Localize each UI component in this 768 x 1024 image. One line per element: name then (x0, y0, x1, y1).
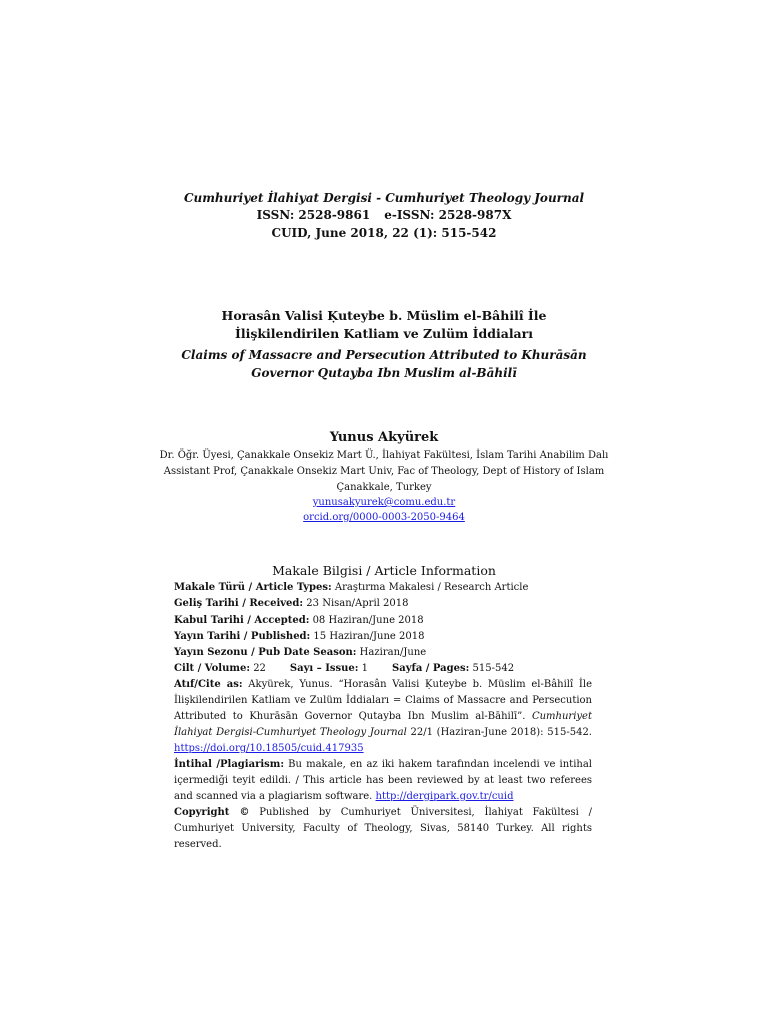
accepted-value: 08 Haziran/June 2018 (309, 615, 424, 626)
published-label: Yayın Tarihi / Published: (174, 631, 311, 642)
issue-value: 1 (358, 663, 369, 674)
journal-cuid: CUID, June 2018, 22 (1): 515-542 (271, 226, 497, 240)
article-title-en: Claims of Massacre and Persecution Attributed to Khurāsān Governor Qutayba Ibn Muslim al-Bāhilī (181, 348, 587, 380)
cite-doi-link[interactable]: https://doi.org/10.18505/cuid.417935 (174, 743, 364, 754)
season-value: Haziran/June (356, 647, 427, 658)
cite-label: Atıf/Cite as: (174, 679, 243, 690)
published-value: 15 Haziran/June 2018 (310, 631, 425, 642)
published-row (174, 629, 592, 645)
received-label: Geliş Tarihi / Received: (174, 598, 304, 609)
pages-label: Sayfa / Pages: (392, 663, 470, 674)
plagiarism-label: İntihal /Plagiarism: (174, 759, 285, 770)
author-affiliation-tr: Dr. Öğr. Üyesi, Çanakkale Onsekiz Mart Ü., İlahiyat Fakültesi, İslam Tarihi Anabilim Dalı (159, 450, 609, 461)
plagiarism-text: Bu makale, en az iki hakem tarafından incelendi ve intihal içermediği teyit edildi. / This article has been reviewed by at least two referees and scanned via a plagiarism software. (174, 759, 592, 802)
season-row (174, 645, 592, 661)
cite-journal: Cumhuriyet İlahiyat Dergisi-Cumhuriyet Theology Journal (174, 711, 592, 738)
received-value: 23 Nisan/April 2018 (303, 598, 409, 609)
issue-label: Sayı – Issue: (289, 663, 359, 674)
issn: ISSN: 2528-9861 (256, 208, 371, 222)
eissn: e-ISSN: 2528-987X (384, 208, 512, 222)
volume-label: Cilt / Volume: (174, 663, 251, 674)
volume-issue-pages-row (174, 661, 592, 677)
article-info-heading: Makale Bilgisi / Article Information (272, 563, 496, 578)
season-label: Yayın Sezonu / Pub Date Season: (174, 647, 357, 658)
copyright-text: Published by Cumhuriyet Üniversitesi, İlahiyat Fakültesi / Cumhuriyet University, Faculty of Theology, Sivas, 58140 Turkey. All rights reserved. (174, 807, 592, 850)
accepted-label: Kabul Tarihi / Accepted: (174, 615, 310, 626)
cite-text: Akyürek, Yunus. “Horasân Valisi Ḳuteybe b. Müslim el-Bâhilî İle İlişkilendirilen Katliam ve Zulüm İddiaları = Claims of Massacre and Persecution Attributed to Khurāsān Governor Qutayba Ibn Muslim al-Bāhilī”. (174, 679, 592, 722)
article-type-label: Makale Türü / Article Types: (174, 582, 332, 593)
copyright-label: Copyright © (174, 807, 250, 818)
pages-value: 515-542 (469, 663, 515, 674)
copyright-block (174, 805, 592, 853)
accepted-row (174, 613, 592, 629)
journal-title: Cumhuriyet İlahiyat Dergisi - Cumhuriyet Theology Journal (183, 191, 585, 205)
author-email-link[interactable]: yunusakyurek@comu.edu.tr (312, 497, 456, 508)
citation-block (174, 677, 592, 757)
author-orcid-line (0, 512, 768, 523)
received-row (174, 596, 592, 612)
author-location: Çanakkale, Turkey (336, 482, 432, 493)
author-affiliation-en: Assistant Prof, Çanakkale Onsekiz Mart Univ, Fac of Theology, Dept of History of Islam (163, 466, 605, 477)
dergipark-link[interactable]: http://dergipark.gov.tr/cuid (375, 791, 514, 802)
volume-value: 22 (250, 663, 266, 674)
journal-issn-line (0, 208, 768, 222)
article-title-tr: Horasân Valisi Ḳuteybe b. Müslim el-Bâhilî İle İlişkilendirilen Katliam ve Zulüm İddiaları (221, 308, 547, 341)
article-type-value: Araştırma Makalesi / Research Article (331, 582, 529, 593)
article-type-row (174, 580, 592, 596)
author-email-line (0, 497, 768, 508)
author-orcid-link[interactable]: orcid.org/0000-0003-2050-9464 (303, 512, 465, 523)
cite-rest: 22/1 (Haziran-June 2018): 515-542. (406, 727, 592, 738)
author-name: Yunus Akyürek (329, 430, 439, 445)
plagiarism-block (174, 757, 592, 805)
